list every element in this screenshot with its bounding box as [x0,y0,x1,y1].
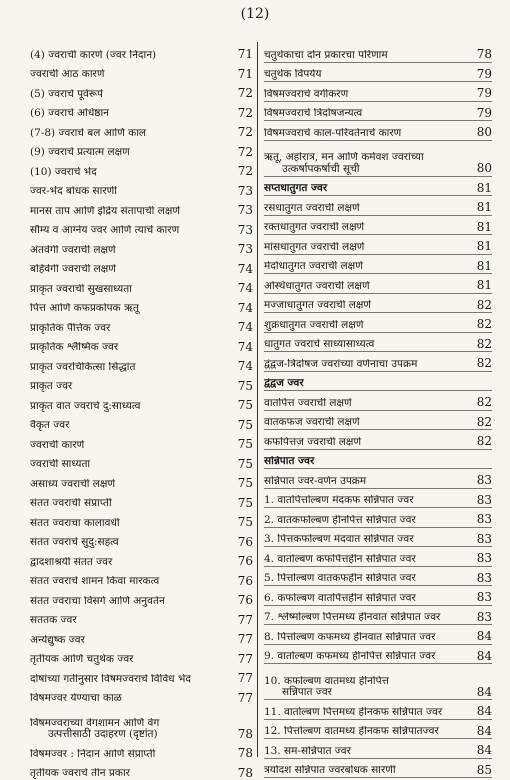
toc-entry-title: (9) ज्वराचे प्रत्यात्म लक्षण [30,147,231,159]
toc-entry [30,452,253,472]
toc-entry [264,585,492,605]
toc-entry [264,273,492,293]
toc-entry-title: ज्वर-भेद बोधक सारणी [30,186,231,198]
toc-entry-page: 84 [470,650,492,663]
toc-entry-title: बहिर्वेगी ज्वराची लक्षणे [30,264,231,276]
toc-entry-title: मेदोधातुगत ज्वराची लक्षणे [264,261,470,273]
toc-entry-page: 73 [231,185,253,198]
toc-entry-title: 5. पित्तोल्बण वातकफहीन सन्निपात ज्वर [264,573,470,585]
toc-entry-title: सौम्य व आग्नेय ज्वर आणि त्याचे कारण [30,225,231,237]
toc-entry [264,254,492,274]
toc-entry-title: (6) ज्वराचे अधिष्ठान [30,108,231,120]
toc-entry-title: सप्तधातुगत ज्वर [264,183,470,195]
toc-entry [264,624,492,644]
toc-entry [30,374,253,394]
toc-entry-page: 79 [470,87,492,100]
toc-entry-title: तृतीयक ज्वराचे तीन प्रकार [30,768,231,780]
toc-entry [264,140,492,176]
toc-entry-title: त्रयोदश सन्निपात ज्वरबोधक सारणी [264,765,470,777]
toc-entry-title: 12. पित्तोल्बण वातमध्य हीनकफ सन्निपातज्वर [264,726,470,738]
toc-entry [30,686,253,706]
toc-entry-page: 83 [470,552,492,565]
toc-entry-page: 83 [470,611,492,624]
toc-entry-page: 71 [231,48,253,61]
toc-entry-title-line2: सन्निपात ज्वर [264,687,470,699]
toc-entry [264,449,492,469]
toc-entry-title: सततक ज्वर [30,615,231,627]
toc-entry-title: चतुर्थकाचा दोन प्रकारचा परिणाम [264,50,470,62]
toc-entry-page: 75 [231,458,253,471]
toc-entry-title: संतत ज्वराचे सुदु:सहत्व [30,537,231,549]
toc-entry-title: मज्जाधातुगत ज्वराची लक्षणे [264,300,470,312]
toc-entry [30,257,253,277]
toc-entry-page: 78 [231,747,253,760]
toc-entry-title: दोषांच्या गतीनुसार विषमज्वराचे विविध भेद [30,674,231,686]
toc-entry-title: संतत ज्वराचे शामन किंवा मारकत्व [30,576,231,588]
toc-entry [30,296,253,316]
toc-entry-title: प्राकृत ज्वराची सुखसाध्यता [30,284,231,296]
toc-entry [30,393,253,413]
toc-entry-title: ज्वराची आठ कारणे [30,69,231,81]
toc-entry [264,293,492,313]
toc-entry-page: 72 [231,107,253,120]
toc-entry-page: 77 [231,653,253,666]
toc-entry-page: 72 [231,126,253,139]
toc-entry-title: 11. वातोल्बण पित्तमध्य हीनकफ सन्निपात ज्वर [264,707,470,719]
toc-entry-title-line1: 10. कफोल्बण वातमध्य हीनपित्त [264,676,470,688]
toc-entry-page: 81 [470,221,492,234]
toc-entry-page: 77 [231,692,253,705]
toc-entry [264,719,492,739]
toc-entry [264,62,492,82]
toc-entry-title: 6. कफोल्बण वातपित्तहीन सन्निपात ज्वर [264,593,470,605]
toc-entry [264,644,492,664]
toc-entry-page: 83 [470,572,492,585]
toc-entry [30,510,253,530]
toc-entry-title: 4. वातोल्बण कफपित्तहीन सन्निपात ज्वर [264,554,470,566]
toc-entry [30,315,253,335]
toc-entry-page: 81 [470,240,492,253]
toc-entry-title: विषमज्वराचे वर्गीकरण [264,89,470,101]
toc-entry-page: 84 [470,686,492,699]
page-number: (12) [0,6,510,22]
toc-entry-page: 74 [231,302,253,315]
toc-entry-title: प्राकृत ज्वर [30,381,231,393]
toc-entry-page: 75 [231,399,253,412]
toc-entry-title: संतत ज्वराचा कालावधी [30,518,231,530]
toc-entry-title [264,152,470,175]
toc-entry [30,432,253,452]
toc-entry [30,569,253,589]
toc-entry-page: 75 [231,477,253,490]
toc-entry-title: 13. सम-सन्निपात ज्वर [264,746,470,758]
toc-entry [30,159,253,179]
toc-entry-page: 80 [470,162,492,175]
toc-entry-page: 76 [231,594,253,607]
toc-entry-title: पित्त आणि कफप्रकोपक ऋतू [30,303,231,315]
toc-left-column [30,42,253,780]
toc-entry [264,390,492,410]
toc-entry [264,234,492,254]
toc-entry-title: विषमज्वराचे त्रिदोषजन्यत्व [264,108,470,120]
toc-entry [30,741,253,761]
toc-entry [264,101,492,121]
toc-entry-page: 83 [470,591,492,604]
toc-entry-title: (7-8) ज्वराचे बल आणि काल [30,128,231,140]
toc-entry-page: 84 [470,705,492,718]
toc-entry-title: अन्येद्युष्क ज्वर [30,635,231,647]
toc-entry-title: (4) ज्वराची कारणे (ज्वर निदान) [30,50,231,62]
toc-entry-page: 74 [231,263,253,276]
toc-entry-page: 79 [470,68,492,81]
toc-entry-title: शुक्रधातुगत ज्वराची लक्षणे [264,320,470,332]
toc-entry [30,530,253,550]
toc-entry-page: 84 [470,630,492,643]
toc-entry-title: 3. पित्तकफोल्बण मंदवात सन्निपात ज्वर [264,534,470,546]
toc-entry [30,588,253,608]
toc-entry-page: 76 [231,555,253,568]
toc-entry-page: 84 [470,744,492,757]
toc-entry [30,120,253,140]
toc-entry-page: 75 [231,419,253,432]
toc-entry-page: 72 [231,87,253,100]
toc-entry-title: प्राकृतिक श्लैष्मिक ज्वर [30,342,231,354]
toc-entry-title: विषमज्वर : निदान आणि संप्राप्ती [30,749,231,761]
toc-entry [30,179,253,199]
toc-entry-title: मानस ताप आणि इंद्रिय संतापाची लक्षणे [30,206,231,218]
toc-entry-title: वैकृत ज्वर [30,420,231,432]
toc-entry [30,705,253,741]
toc-entry-page: 75 [231,516,253,529]
toc-entry-page: 77 [231,672,253,685]
toc-entry-page: 77 [231,614,253,627]
toc-entry [30,198,253,218]
toc-entry-title-line1: ऋतू, अहोरात्र, मन आणि कर्मवश ज्वरांच्या [264,152,470,164]
toc-entry [30,42,253,62]
toc-entry [30,608,253,628]
toc-entry [30,81,253,101]
column-divider [257,42,258,757]
toc-entry-title: 2. वातकफोल्बण हीनपित्त सन्निपात ज्वर [264,515,470,527]
toc-entry-title: 9. वातोल्बण कफमध्य हीनपित्त सन्निपात ज्वर [264,651,470,663]
toc-entry-title: 7. श्लेष्मोल्बण पित्तमध्य हीनवात सन्निपात ज्वर [264,612,470,624]
toc-entry-page: 78 [231,728,253,741]
toc-entry [264,468,492,488]
toc-entry-title-line2: उत्पत्तीसाठी उदाहरण (दृष्टांत) [30,729,231,741]
toc-entry [264,507,492,527]
toc-entry-page: 83 [470,513,492,526]
toc-entry-page: 82 [470,338,492,351]
toc-entry-page: 82 [470,357,492,370]
toc-entry-title: प्राकृत ज्वरचिकित्सा सिद्धांत [30,362,231,374]
toc-entry-title: विषमज्वराचे काल-परिवर्तनाचे कारण [264,128,470,140]
toc-entry [264,605,492,625]
toc-entry-page: 80 [470,126,492,139]
toc-entry-page: 81 [470,182,492,195]
toc-entry [264,566,492,586]
toc-entry [30,761,253,780]
toc-entry [264,215,492,235]
toc-entry [264,738,492,758]
toc-entry-title: 8. पित्तोल्बण कफमध्य हीनवात सन्निपात ज्वर [264,632,470,644]
toc-entry-title: अंतर्वेगी ज्वराची लक्षणे [30,245,231,257]
toc-entry-title: धातुगत ज्वराचे साध्यासाध्यत्व [264,339,470,351]
toc-entry-title: वातकफज ज्वराची लक्षणे [264,417,470,429]
toc-entry [264,351,492,371]
toc-entry-page: 83 [470,474,492,487]
toc-entry-page: 73 [231,243,253,256]
toc-entry-title-line2: उत्कर्षापकर्षाची सूची [264,164,470,176]
toc-entry [30,549,253,569]
toc-entry-title: सन्निपात ज्वर [264,456,470,468]
toc-entry-page: 81 [470,260,492,273]
toc-entry [264,371,492,391]
toc-entry-page: 74 [231,282,253,295]
toc-entry [264,312,492,332]
toc-entry [264,120,492,140]
toc-entry-page: 82 [470,416,492,429]
toc-entry-page: 77 [231,633,253,646]
toc-entry-title: सन्निपात ज्वर-वर्णन उपक्रम [264,476,470,488]
toc-entry [264,195,492,215]
toc-entry [30,647,253,667]
toc-entry-page: 79 [470,107,492,120]
toc-entry-page: 74 [231,321,253,334]
toc-entry-page: 82 [470,299,492,312]
toc-entry-title: द्वंद्वज ज्वर [264,378,470,390]
toc-entry-title: असाध्य ज्वराची लक्षणे [30,479,231,491]
toc-entry-page: 74 [231,360,253,373]
toc-entry-title: संतत ज्वराची संप्राप्ती [30,498,231,510]
toc-entry-title: कफपित्तज ज्वराची लक्षणे [264,437,470,449]
toc-entry-page: 72 [231,165,253,178]
toc-entry-page: 81 [470,279,492,292]
toc-entry-page: 81 [470,201,492,214]
toc-entry [264,663,492,699]
toc-entry [264,546,492,566]
toc-entry [30,276,253,296]
toc-entry-title: संतत ज्वराचा विसर्ग आणि अनुवर्तन [30,596,231,608]
toc-entry [264,758,492,778]
toc-entry [30,471,253,491]
toc-entry-title: चतुर्थक विपर्यय [264,69,470,81]
toc-entry [30,666,253,686]
toc-entry-title: वातपित्त ज्वराची लक्षणे [264,398,470,410]
toc-entry-page: 75 [231,380,253,393]
toc-entry-page: 82 [470,435,492,448]
toc-entry-page: 72 [231,146,253,159]
toc-entry [264,699,492,719]
toc-entry-title-line1: विषमज्वराच्या वेगशामन आणि वेग [30,718,231,730]
toc-entry-title: रसधातुगत ज्वराची लक्षणे [264,203,470,215]
toc-entry-title: मांसधातुगत ज्वराची लक्षणे [264,242,470,254]
toc-entry-title: तृतीयक आणि चतुर्थक ज्वर [30,654,231,666]
toc-entry-title: (10) ज्वराचे भेद [30,167,231,179]
toc-entry-title [264,676,470,699]
toc-entry-page: 73 [231,204,253,217]
toc-entry [30,335,253,355]
toc-entry [264,429,492,449]
toc-entry-page: 75 [231,438,253,451]
toc-entry-page: 83 [470,494,492,507]
toc-entry [30,491,253,511]
toc-entry-title: ज्वराची कारणे [30,440,231,452]
toc-entry-page: 85 [470,764,492,777]
toc-entry-page: 75 [231,497,253,510]
toc-entry-page: 78 [231,767,253,780]
toc-entry-page: 83 [470,533,492,546]
toc-entry-title: प्राकृतिक पैत्तिक ज्वर [30,323,231,335]
toc-entry-title [30,718,231,741]
toc-entry-page: 78 [470,48,492,61]
toc-entry-page: 71 [231,68,253,81]
toc-entry [30,140,253,160]
toc-entry-page: 82 [470,318,492,331]
toc-entry-title: प्राकृत वात ज्वराचे दु:साध्यत्व [30,401,231,413]
toc-entry [30,62,253,82]
toc-entry-title: ज्वराची साध्यता [30,459,231,471]
toc-entry [30,101,253,121]
toc-entry-page: 76 [231,536,253,549]
toc-entry-page: 84 [470,725,492,738]
toc-entry [264,176,492,196]
toc-entry [30,413,253,433]
toc-entry-page: 74 [231,341,253,354]
toc-entry-title: 1. वातपित्तोल्बण मंदकफ सन्निपात ज्वर [264,495,470,507]
toc-entry [264,332,492,352]
toc-entry [264,527,492,547]
toc-entry-page: 73 [231,224,253,237]
toc-entry-title: विषमज्वर येण्याचा काळ [30,693,231,705]
toc-entry [264,42,492,62]
toc-entry-title: रक्तधातुगत ज्वराची लक्षणे [264,222,470,234]
toc-entry-page: 76 [231,575,253,588]
toc-entry-title: द्वंद्वज-त्रिदोषज ज्वरांच्या वर्णनाचा उपक्रम [264,359,470,371]
toc-entry [264,410,492,430]
toc-entry [30,218,253,238]
toc-entry-title: अस्थिधातुगत ज्वराची लक्षणे [264,281,470,293]
toc-entry [30,237,253,257]
toc-entry [264,81,492,101]
toc-entry [30,627,253,647]
toc-entry [30,354,253,374]
toc-entry-title: द्वादशाश्रयी संतत ज्वर [30,557,231,569]
toc-right-column [264,42,492,777]
toc-entry-title: (5) ज्वराचे पूर्वरूपे [30,89,231,101]
toc-entry-page: 82 [470,396,492,409]
toc-entry [264,488,492,508]
